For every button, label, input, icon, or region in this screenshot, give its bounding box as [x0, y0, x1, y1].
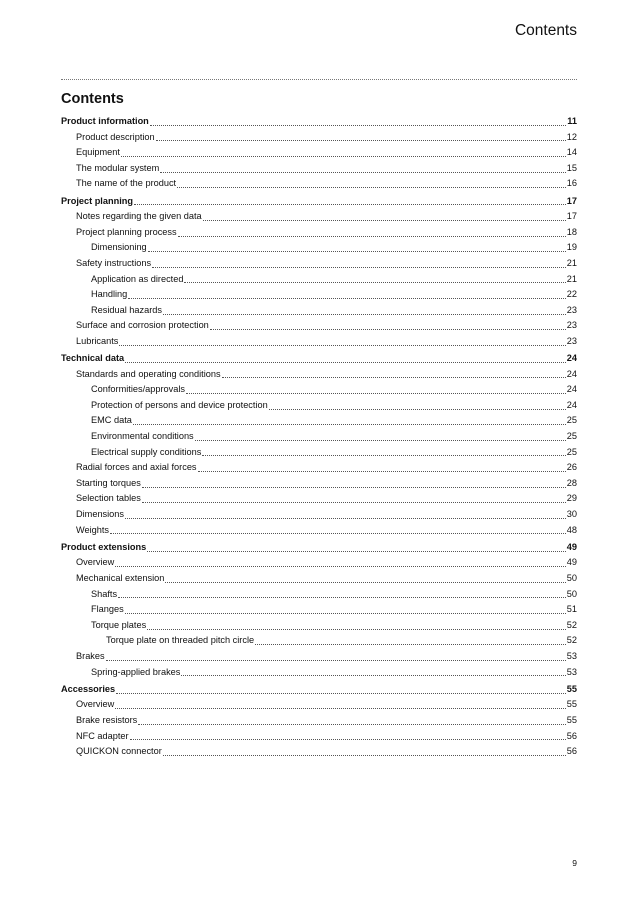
toc-entry[interactable] [61, 382, 577, 398]
toc-entry-page: 24 [566, 399, 577, 410]
toc-entry-label: Torque plate on threaded pitch circle [106, 635, 255, 646]
toc-entry-label: The name of the product [76, 178, 177, 189]
dot-leader [147, 550, 566, 552]
toc-entry[interactable] [61, 303, 577, 319]
toc-entry-page: 28 [566, 477, 577, 488]
toc-entry-label: Technical data [61, 353, 125, 364]
toc-entry[interactable] [61, 744, 577, 760]
toc-entry-label: Equipment [76, 147, 120, 158]
toc-entry[interactable] [61, 507, 577, 523]
dot-leader [255, 643, 566, 645]
toc-entry-page: 55 [566, 699, 577, 710]
toc-entry[interactable] [61, 176, 577, 192]
toc-entry-page: 30 [566, 509, 577, 520]
toc-entry-page: 16 [566, 178, 577, 189]
toc-entry-page: 50 [566, 588, 577, 599]
toc-entry-label: Starting torques [76, 477, 141, 488]
toc-entry-page: 50 [566, 573, 577, 583]
toc-entry[interactable] [61, 398, 577, 414]
toc-entry[interactable] [61, 287, 577, 303]
toc-entry-label: Radial forces and axial forces [76, 462, 197, 473]
toc-entry-label: QUICKON connector [76, 746, 162, 757]
dot-leader [110, 532, 566, 534]
toc-entry-page: 53 [566, 666, 577, 677]
toc-entry-page: 56 [566, 730, 577, 741]
dot-leader [121, 155, 566, 157]
toc-entry-page: 29 [566, 493, 577, 504]
toc-entry[interactable] [61, 460, 577, 476]
toc-entry-label: Conformities/approvals [91, 384, 185, 395]
toc-entry-page: 52 [566, 635, 577, 646]
toc-entry-label: Safety instructions [76, 257, 152, 268]
toc-entry-page: 17 [566, 195, 577, 206]
toc-entry[interactable] [61, 697, 577, 713]
toc-entry[interactable] [61, 491, 577, 507]
dot-leader [133, 423, 566, 425]
running-header-title: Contents [514, 22, 577, 39]
toc-entry[interactable] [61, 240, 577, 256]
dot-leader [125, 612, 566, 614]
table-of-contents [61, 114, 577, 760]
toc-entry[interactable] [61, 540, 577, 556]
dot-leader [210, 328, 566, 330]
toc-entry-page: 14 [566, 147, 577, 158]
toc-entry-page: 23 [566, 304, 577, 315]
toc-entry-page: 53 [566, 650, 577, 661]
dot-leader [118, 596, 566, 598]
toc-entry[interactable] [61, 351, 577, 367]
toc-entry[interactable] [61, 367, 577, 383]
dot-leader [181, 674, 565, 676]
toc-entry[interactable] [61, 713, 577, 729]
toc-entry-label: Overview [76, 699, 115, 710]
toc-entry[interactable] [61, 161, 577, 177]
toc-entry-label: Product description [76, 131, 155, 142]
toc-entry-page: 17 [566, 211, 577, 222]
dot-leader [222, 376, 566, 378]
dot-leader [195, 439, 566, 441]
toc-entry[interactable] [61, 318, 577, 334]
toc-entry-page: 56 [566, 746, 577, 757]
toc-entry-page: 23 [566, 320, 577, 331]
dot-leader [203, 219, 566, 221]
toc-entry-label: EMC data [91, 415, 132, 426]
toc-entry-label: Lubricants [76, 335, 119, 346]
toc-entry-label: Weights [76, 524, 110, 535]
toc-entry[interactable] [61, 602, 577, 618]
toc-entry-page: 51 [566, 604, 577, 615]
toc-entry[interactable] [61, 665, 577, 681]
toc-entry-page: 25 [566, 415, 577, 426]
toc-entry-page: 23 [566, 335, 577, 346]
toc-entry-label: Overview [76, 557, 115, 568]
toc-entry[interactable] [61, 571, 577, 587]
toc-entry[interactable] [61, 272, 577, 288]
toc-entry-page: 22 [566, 289, 577, 300]
toc-entry[interactable] [61, 114, 577, 130]
toc-entry[interactable] [61, 682, 577, 698]
toc-entry[interactable] [61, 429, 577, 445]
toc-entry-label: Electrical supply conditions [91, 446, 202, 457]
dot-leader [116, 692, 566, 694]
dot-leader [177, 186, 566, 188]
toc-entry-label: NFC adapter [76, 730, 129, 741]
dot-leader [152, 266, 566, 268]
header-divider [61, 79, 577, 80]
dot-leader [142, 501, 566, 503]
dot-leader [202, 454, 565, 456]
toc-entry-page: 12 [566, 131, 577, 142]
toc-entry-page: 24 [566, 353, 577, 364]
dot-leader [178, 235, 566, 237]
toc-entry-page: 25 [566, 446, 577, 457]
dot-leader [115, 707, 565, 709]
toc-entry-page: 21 [566, 273, 577, 284]
dot-leader [119, 344, 565, 346]
toc-entry-page: 21 [566, 257, 577, 268]
toc-entry-label: Product information [61, 116, 149, 126]
toc-entry[interactable] [61, 633, 577, 649]
toc-entry-page: 15 [566, 162, 577, 173]
toc-entry[interactable] [61, 729, 577, 745]
toc-entry[interactable] [61, 225, 577, 241]
toc-entry-page: 55 [566, 683, 577, 694]
dot-leader [198, 470, 566, 472]
toc-entry-label: Brakes [76, 650, 105, 661]
dot-leader [165, 581, 565, 583]
toc-entry[interactable] [61, 145, 577, 161]
toc-entry-page: 26 [566, 462, 577, 473]
toc-entry-label: Spring-applied brakes [91, 666, 181, 677]
toc-entry-label: Dimensions [76, 509, 124, 520]
toc-entry-label: Product extensions [61, 541, 147, 552]
dot-leader [148, 250, 566, 252]
toc-entry-page: 25 [566, 431, 577, 442]
dot-leader [115, 565, 565, 567]
toc-entry-page: 24 [566, 368, 577, 379]
toc-entry[interactable] [61, 476, 577, 492]
toc-entry-label: Shafts [91, 588, 118, 599]
toc-entry-page: 49 [566, 541, 577, 552]
toc-entry-page: 24 [566, 384, 577, 395]
toc-entry-label: Standards and operating conditions [76, 368, 221, 379]
toc-entry-label: Selection tables [76, 493, 141, 504]
toc-entry[interactable] [61, 587, 577, 603]
dot-leader [138, 723, 565, 725]
toc-entry[interactable] [61, 413, 577, 429]
toc-entry[interactable] [61, 445, 577, 461]
toc-entry[interactable] [61, 618, 577, 634]
toc-entry[interactable] [61, 130, 577, 146]
dot-leader [125, 517, 566, 519]
dot-leader [156, 139, 566, 141]
toc-entry[interactable] [61, 209, 577, 225]
toc-entry-label: Application as directed [91, 273, 184, 284]
toc-entry-label: Notes regarding the given data [76, 211, 202, 222]
toc-entry-page: 52 [566, 619, 577, 630]
toc-entry-label: Surface and corrosion protection [76, 320, 209, 331]
toc-entry[interactable] [61, 555, 577, 571]
toc-entry-label: Project planning [61, 195, 133, 206]
toc-entry[interactable] [61, 256, 577, 272]
toc-entry-label: Flanges [91, 604, 124, 615]
toc-entry[interactable] [61, 649, 577, 665]
dot-leader [186, 392, 566, 394]
toc-entry-page: 55 [566, 714, 577, 725]
page-number: 9 [572, 858, 577, 868]
toc-heading: Contents [61, 91, 124, 107]
toc-entry-page: 19 [566, 242, 577, 253]
toc-entry-label: Handling [91, 289, 128, 300]
toc-entry-label: Dimensioning [91, 242, 147, 253]
toc-entry-label: Torque plates [91, 619, 147, 630]
dot-leader [184, 281, 565, 283]
toc-entry-page: 11 [567, 116, 577, 126]
dot-leader [125, 361, 566, 363]
dot-leader [150, 124, 566, 126]
dot-leader [147, 628, 566, 630]
dot-leader [128, 297, 566, 299]
dot-leader [130, 738, 566, 740]
toc-entry-label: Brake resistors [76, 714, 138, 725]
toc-entry-page: 48 [566, 524, 577, 535]
dot-leader [142, 486, 566, 488]
toc-entry[interactable] [61, 334, 577, 350]
toc-entry-page: 49 [566, 557, 577, 568]
toc-entry-page: 18 [566, 226, 577, 237]
toc-entry-label: Project planning process [76, 226, 177, 237]
toc-entry-label: Mechanical extension [76, 573, 165, 583]
toc-entry-label: Protection of persons and device protection [91, 399, 268, 410]
toc-entry-label: Residual hazards [91, 304, 162, 315]
toc-entry[interactable] [61, 523, 577, 539]
toc-entry-label: Environmental conditions [91, 431, 194, 442]
dot-leader [160, 171, 566, 173]
dot-leader [163, 754, 566, 756]
toc-entry-label: Accessories [61, 683, 116, 694]
dot-leader [106, 659, 566, 661]
dot-leader [163, 313, 566, 315]
toc-entry-label: The modular system [76, 162, 160, 173]
dot-leader [134, 203, 566, 205]
dot-leader [269, 408, 566, 410]
toc-entry[interactable] [61, 194, 577, 210]
